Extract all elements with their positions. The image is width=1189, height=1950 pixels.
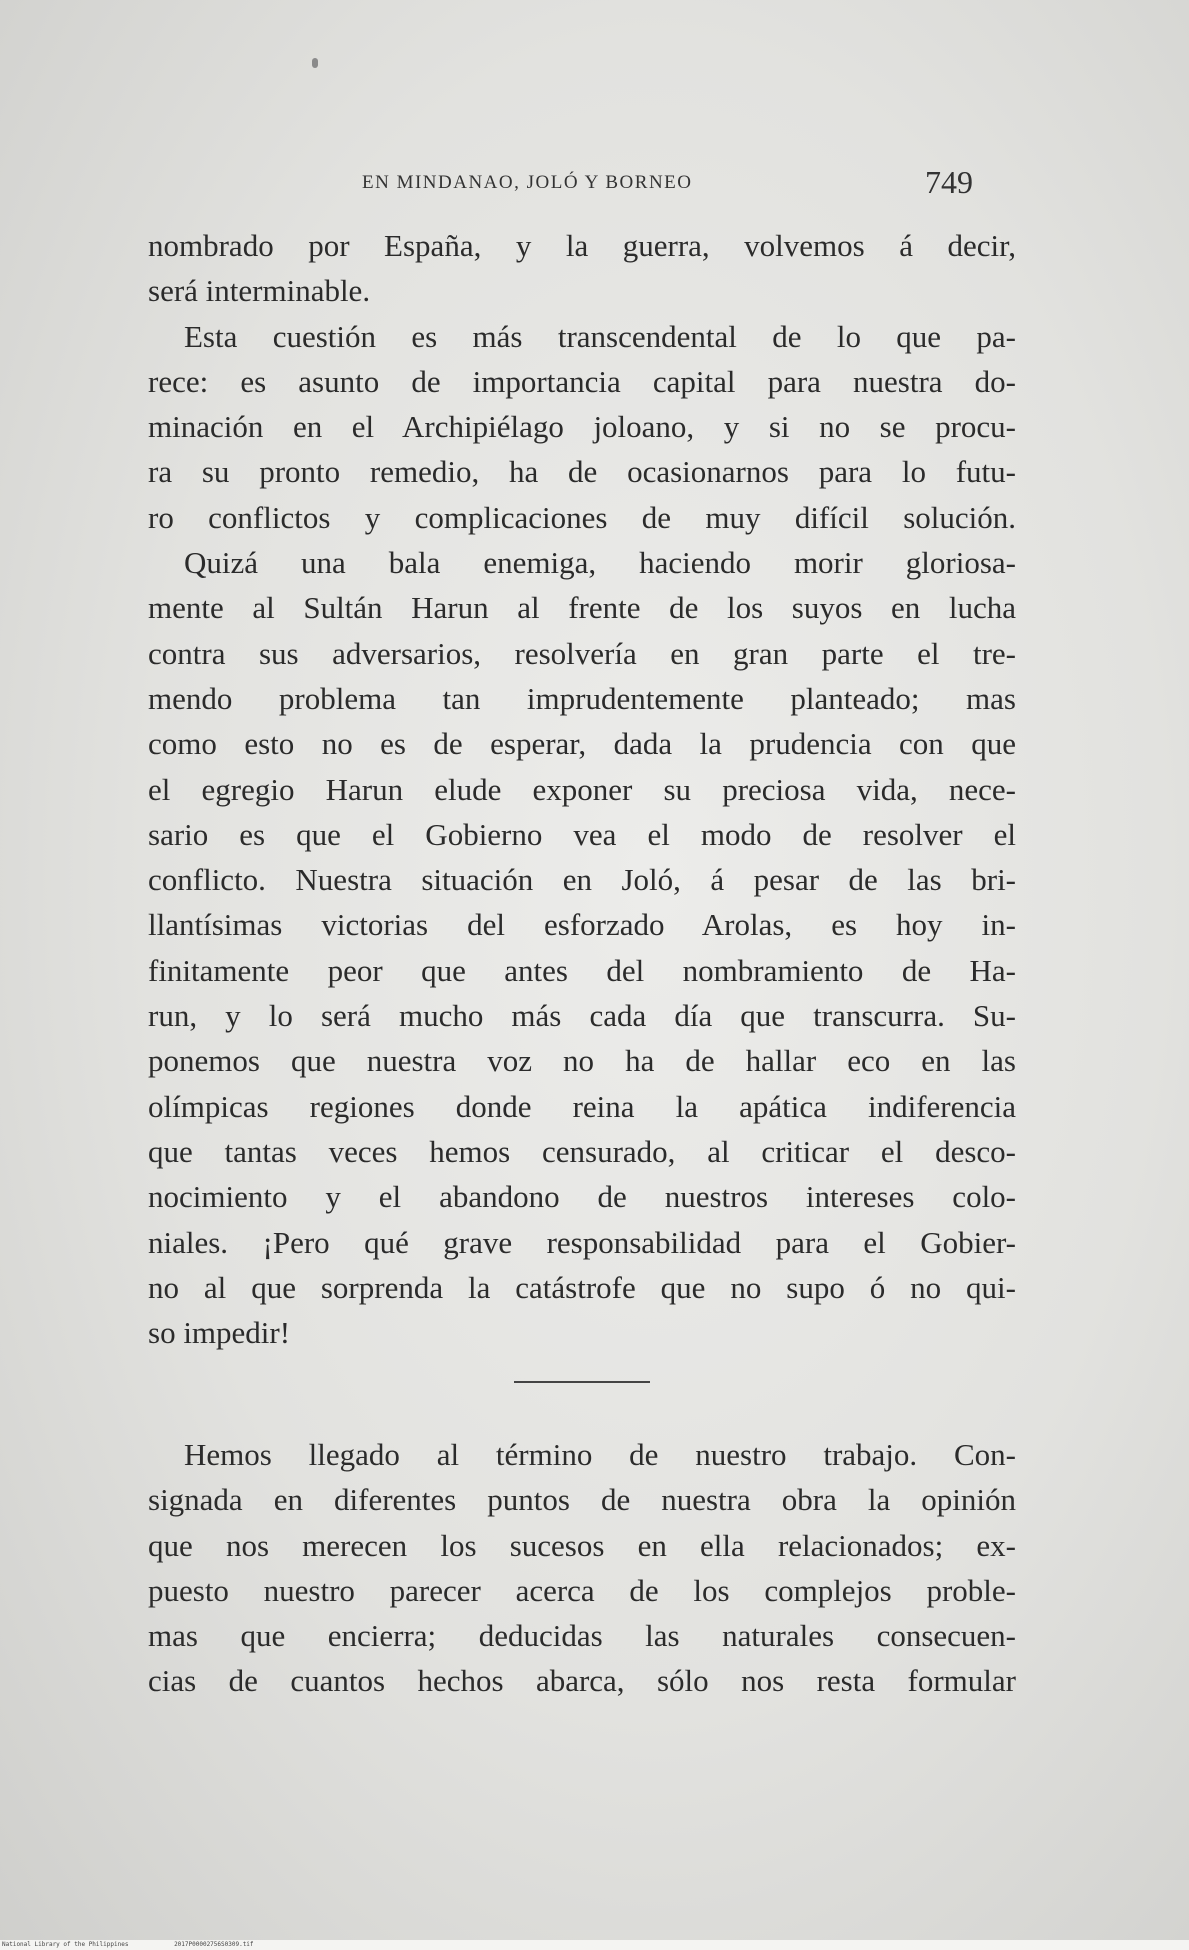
text-line: niales. ¡Pero qué grave responsabilidad para el Gobier- (148, 1224, 1016, 1260)
text-line: no al que sorprenda la catástrofe que no supo ó no qui- (148, 1269, 1016, 1305)
body-text-lower (148, 1432, 1016, 1704)
text-line: so impedir! (148, 1315, 291, 1351)
text-line: cias de cuantos hechos abarca, sólo nos resta formular (148, 1663, 1016, 1699)
footer-library: National Library of the Philippines (2, 1941, 129, 1948)
page-number: 749 (925, 164, 973, 200)
text-line: signada en diferentes puntos de nuestra obra la opinión (148, 1482, 1016, 1518)
footer-file-id: 2017P00002756S0309.tif (174, 1941, 254, 1948)
ink-mark (312, 58, 318, 68)
text-line: mas que encierra; deducidas las naturales consecuen- (148, 1618, 1016, 1654)
text-line: run, y lo será mucho más cada día que transcurra. Su- (148, 998, 1016, 1034)
text-line: minación en el Archipiélago joloano, y si no se procu- (148, 409, 1016, 445)
text-line: será interminable. (148, 273, 371, 309)
text-line: mendo problema tan imprudentemente planteado; mas (148, 680, 1016, 716)
text-line: ro conflictos y complicaciones de muy difícil solución. (148, 499, 1016, 535)
text-line: ponemos que nuestra voz no ha de hallar eco en las (148, 1043, 1016, 1079)
scan-footer (0, 1940, 1189, 1950)
text-line: Quizá una bala enemiga, haciendo morir gloriosa- (184, 545, 1016, 581)
text-line: como esto no es de esperar, dada la prudencia con que (148, 726, 1016, 762)
text-line: nombrado por España, y la guerra, volvemos á decir, (148, 228, 1016, 263)
text-line: llantísimas victorias del esforzado Arolas, es hoy in- (148, 907, 1016, 943)
text-line: que nos merecen los sucesos en ella relacionados; ex- (148, 1527, 1016, 1563)
text-line: ra su pronto remedio, ha de ocasionarnos para lo futu- (148, 454, 1016, 490)
text-line: conflicto. Nuestra situación en Joló, á pesar de las bri- (148, 862, 1016, 898)
text-line: nocimiento y el abandono de nuestros intereses colo- (148, 1179, 1016, 1215)
running-head: EN MINDANAO, JOLÓ Y BORNEO (362, 172, 693, 193)
section-separator (514, 1381, 650, 1383)
text-line: mente al Sultán Harun al frente de los suyos en lucha (148, 590, 1016, 626)
text-line: Esta cuestión es más transcendental de lo que pa- (184, 318, 1016, 354)
text-line: el egregio Harun elude exponer su preciosa vida, nece- (148, 771, 1016, 807)
text-line: finitamente peor que antes del nombramiento de Ha- (148, 952, 1016, 988)
body-text-upper (148, 223, 1016, 1355)
text-line: que tantas veces hemos censurado, al criticar el desco- (148, 1133, 1016, 1169)
text-line: rece: es asunto de importancia capital para nuestra do- (148, 363, 1016, 399)
text-line: contra sus adversarios, resolvería en gran parte el tre- (148, 635, 1016, 671)
text-line: Hemos llegado al término de nuestro trabajo. Con- (184, 1437, 1016, 1472)
text-line: puesto nuestro parecer acerca de los complejos proble- (148, 1572, 1016, 1608)
text-line: sario es que el Gobierno vea el modo de resolver el (148, 816, 1016, 852)
text-line: olímpicas regiones donde reina la apática indiferencia (148, 1088, 1016, 1124)
